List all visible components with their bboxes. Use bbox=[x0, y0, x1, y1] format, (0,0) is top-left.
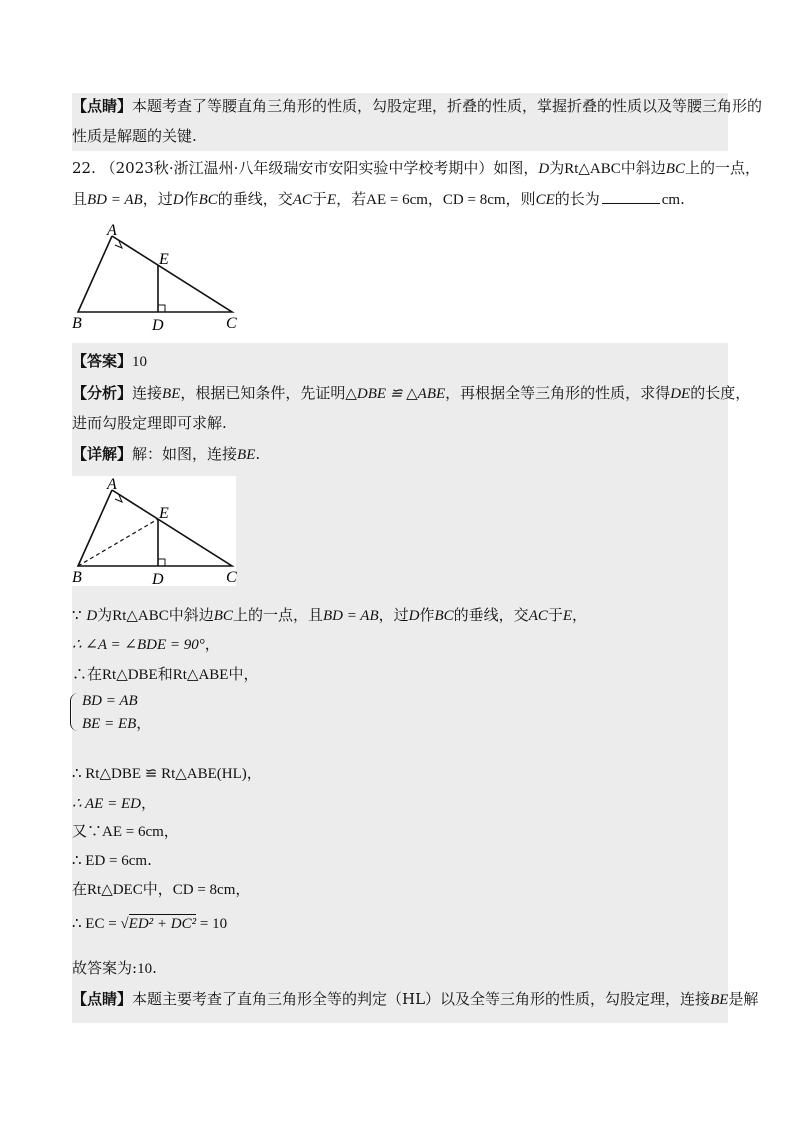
dianjing2-tag: 【点睛】 bbox=[72, 990, 133, 1008]
question-number: 22. bbox=[72, 159, 96, 177]
answer-tag: 【答案】 bbox=[72, 352, 133, 370]
label-a-1: A bbox=[107, 222, 117, 239]
analysis-tag: 【分析】 bbox=[72, 384, 133, 402]
label-d-1: D bbox=[152, 317, 164, 334]
final-answer-line: 故答案为:10. bbox=[72, 959, 157, 977]
label-a-2: A bbox=[107, 476, 117, 493]
step-1: ∵ D为Rt△ABC中斜边BC上的一点，且BD = AB，过D作BC的垂线，交AC于E， bbox=[72, 606, 588, 624]
equation-brace bbox=[70, 693, 79, 731]
dianjing2-line: 【点睛】本题主要考查了直角三角形全等的判定（HL）以及全等三角形的性质，勾股定理，连接BE是解 bbox=[72, 990, 759, 1008]
step-2: ∴ ∠A = ∠BDE = 90°， bbox=[72, 635, 220, 653]
label-e-2: E bbox=[159, 505, 169, 522]
answer-value: 10 bbox=[132, 354, 148, 370]
answer-line bbox=[72, 350, 147, 373]
analysis-line1: 【分析】连接BE，根据已知条件，先证明△DBE ≌ △ABE，再根据全等三角形的性质，求得DE的长度， bbox=[72, 384, 751, 402]
label-e-1: E bbox=[159, 251, 169, 268]
step-9: ∴ EC = √ED² + DC² = 10 bbox=[72, 916, 228, 932]
triangle-figure-1 bbox=[66, 220, 256, 335]
answer-blank bbox=[602, 189, 660, 204]
right-angle-d-2 bbox=[158, 559, 165, 566]
system-eq-2: BE = EB， bbox=[82, 714, 152, 732]
step-5: ∴ AE = ED， bbox=[72, 794, 156, 812]
step-4: ∴ Rt△DBE ≌ Rt△ABE(HL)， bbox=[72, 764, 262, 782]
step-7: ∴ ED = 6cm. bbox=[72, 851, 152, 869]
analysis-line2: 进而勾股定理即可求解. bbox=[72, 414, 227, 432]
question-line1: 22. （2023秋·浙江温州·八年级瑞安市安阳实验中学校考期中）如图，D为Rt△ABC中斜边BC上的一点， bbox=[72, 159, 760, 177]
radicand: ED² + DC² bbox=[128, 916, 197, 932]
right-angle-d-1 bbox=[158, 305, 165, 312]
triangle-figure-2 bbox=[66, 476, 256, 588]
detail-line: 【详解】解：如图，连接BE. bbox=[72, 445, 261, 463]
dianjing1-line1: 【点睛】本题考查了等腰直角三角形的性质，勾股定理，折叠的性质，掌握折叠的性质以及等腰三角形的 bbox=[72, 97, 763, 115]
triangle-abc-2 bbox=[78, 490, 232, 566]
question-line2: 且BD = AB，过D作BC的垂线，交AC于E，若AE = 6cm，CD = 8cm，则CE的长为 cm. bbox=[72, 190, 685, 208]
step-8: 在Rt△DEC中，CD = 8cm， bbox=[72, 880, 251, 898]
system-eq-1: BD = AB bbox=[82, 693, 138, 709]
dianjing1-line2: 性质是解题的关键. bbox=[72, 127, 197, 145]
label-b-1: B bbox=[72, 315, 82, 332]
label-b-2: B bbox=[72, 569, 82, 586]
label-c-2: C bbox=[226, 569, 237, 586]
segment-be-dashed bbox=[78, 519, 158, 566]
label-d-2: D bbox=[152, 571, 164, 588]
step-3: ∴在Rt△DBE和Rt△ABE中， bbox=[72, 665, 259, 683]
dianjing1-tag: 【点睛】 bbox=[72, 97, 133, 115]
step-6: 又∵AE = 6cm， bbox=[72, 822, 179, 840]
triangle-abc-1 bbox=[78, 236, 232, 312]
label-c-1: C bbox=[226, 315, 237, 332]
detail-tag: 【详解】 bbox=[72, 445, 133, 463]
